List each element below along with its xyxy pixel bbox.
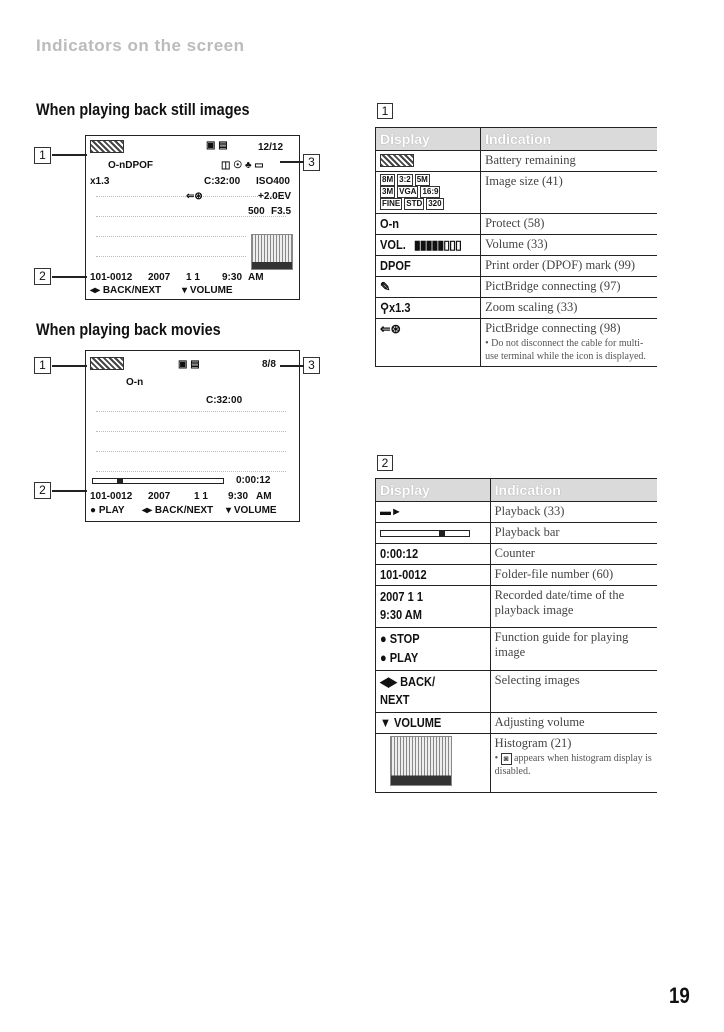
connector-1 xyxy=(52,154,87,156)
movie-folder: 101-0012 xyxy=(90,491,133,502)
table2-head-indication: Indication xyxy=(490,479,657,502)
zoom-indicator: x1.3 xyxy=(90,176,110,187)
folder-number: 101-0012 xyxy=(90,272,133,283)
movie-ampm: AM xyxy=(256,491,272,502)
connector-m2 xyxy=(52,490,87,492)
volume-icon: VOL. ▮▮▮▮▮▯▯▯ xyxy=(376,235,481,256)
left-right-icon: ◂▸ xyxy=(142,505,155,516)
still-title: When playing back still images xyxy=(36,100,250,119)
table-row: ▼ VOLUME Adjusting volume xyxy=(376,713,658,734)
pictbridge-icon: ◫ ☉ ♣ ▭ xyxy=(221,160,264,171)
dpof-mark: O-nDPOF xyxy=(108,160,153,171)
movie-title: When playing back movies xyxy=(36,320,221,339)
movie-screen xyxy=(85,350,300,522)
table-row: Histogram (21) • ◙ appears when histogram display is disabled. xyxy=(376,734,658,793)
still-screen xyxy=(85,135,300,300)
table2-head-display: Display xyxy=(376,479,491,502)
play-guide: ● PLAY xyxy=(90,505,125,516)
connector-2 xyxy=(52,276,87,278)
marker-3: 3 xyxy=(303,154,320,171)
protect-icon: O-n xyxy=(126,377,144,388)
movie-time: 9:30 xyxy=(228,491,249,502)
movie-marker-1: 1 xyxy=(34,357,51,374)
movie-size-icon: ▣ ▤ xyxy=(178,359,200,370)
histogram-icon xyxy=(251,234,293,275)
image-counter: 12/12 xyxy=(258,142,284,153)
movie-volume: ▾ VOLUME xyxy=(226,505,277,516)
cable-icon: ⇐⊛ xyxy=(376,319,481,367)
movie-date: 1 1 xyxy=(194,491,208,502)
table-row: 8M 3:2 5M 3M VGA 16:9 FINE STD 320 Image size (41) xyxy=(376,172,658,214)
table-row: ⇐⊛ PictBridge connecting (98) • Do not disconnect the cable for multi-use terminal while the icon is displayed. xyxy=(376,319,658,367)
table-row: Playback bar xyxy=(376,523,658,544)
table-row: 101-0012 Folder-file number (60) xyxy=(376,565,658,586)
table-row: ✎ PictBridge connecting (97) xyxy=(376,277,658,298)
record-ampm: AM xyxy=(248,272,264,283)
table2 xyxy=(375,478,657,793)
battery-icon xyxy=(376,151,481,172)
table1-marker: 1 xyxy=(377,103,393,119)
connector-m1 xyxy=(52,365,87,367)
movie-back-next: ◂▸ BACK/NEXT xyxy=(142,505,214,516)
zoom-icon: ⚲x1.3 xyxy=(376,298,481,319)
playback-icon: ▬► xyxy=(376,502,491,523)
back-next-guide: ◂▸ BACK/NEXT xyxy=(90,285,162,296)
protect-icon: O-n xyxy=(108,160,126,171)
histogram-off-icon: ◙ xyxy=(501,753,512,765)
magnifier-icon: ⚲ xyxy=(380,301,390,315)
table-row: Battery remaining xyxy=(376,151,658,172)
table-row: ▬► Playback (33) xyxy=(376,502,658,523)
table-row: ◀▶ BACK/ NEXT Selecting images xyxy=(376,670,658,712)
table1 xyxy=(375,127,657,367)
movie-year: 2007 xyxy=(148,491,171,502)
marker-1: 1 xyxy=(34,147,51,164)
table-row: 0:00:12 Counter xyxy=(376,544,658,565)
remaining-time: C:32:00 xyxy=(204,176,241,187)
down-triangle-icon: ▾ xyxy=(226,505,234,516)
histogram-icon xyxy=(376,734,491,793)
playback-bar-icon xyxy=(376,523,491,544)
volume-guide: ▾ VOLUME xyxy=(182,285,233,296)
movie-counter: 8/8 xyxy=(262,359,276,370)
movie-marker-2: 2 xyxy=(34,482,51,499)
record-year: 2007 xyxy=(148,272,171,283)
record-date: 1 1 xyxy=(186,272,200,283)
playback-bar-icon xyxy=(92,478,224,484)
table-row: O-n Protect (58) xyxy=(376,214,658,235)
iso-value: ISO400 xyxy=(256,176,290,187)
table2-marker: 2 xyxy=(377,455,393,471)
ev-value: +2.0EV xyxy=(258,191,292,202)
left-right-icon: ◂▸ xyxy=(90,285,103,296)
cable-icon: ⇐⊛ xyxy=(186,191,203,202)
table-row: DPOF Print order (DPOF) mark (99) xyxy=(376,256,658,277)
table1-head-display: Display xyxy=(376,128,481,151)
circle-icon: ● xyxy=(90,505,99,516)
image-size-icons: 8M 3:2 5M 3M VGA 16:9 FINE STD 320 xyxy=(376,172,481,214)
page-header: Indicators on the screen xyxy=(36,36,245,55)
record-time: 9:30 xyxy=(222,272,243,283)
connector-3 xyxy=(280,161,304,163)
movie-remaining-time: C:32:00 xyxy=(206,395,243,406)
table1-head-indication: Indication xyxy=(481,128,657,151)
bar-time: 0:00:12 xyxy=(236,475,271,486)
down-triangle-icon: ▾ xyxy=(182,285,190,296)
protect-icon: O-n xyxy=(376,214,481,235)
shutter-speed: 500 xyxy=(248,206,265,217)
image-size-icon: ▣ ▤ xyxy=(206,140,228,151)
battery-icon xyxy=(90,357,124,370)
movie-marker-3: 3 xyxy=(303,357,320,374)
table-row: 2007 1 1 9:30 AM Recorded date/time of the playback image xyxy=(376,586,658,628)
page-number: 19 xyxy=(669,983,690,1008)
table-row: ⚲x1.3 Zoom scaling (33) xyxy=(376,298,658,319)
marker-2: 2 xyxy=(34,268,51,285)
aperture-value: F3.5 xyxy=(271,206,292,217)
battery-icon xyxy=(90,140,124,153)
pictbridge-icon: ✎ xyxy=(376,277,481,298)
table-row: ● STOP ● PLAY Function guide for playing image xyxy=(376,628,658,670)
connector-m3 xyxy=(280,365,304,367)
table-row: VOL. ▮▮▮▮▮▯▯▯ Volume (33) xyxy=(376,235,658,256)
